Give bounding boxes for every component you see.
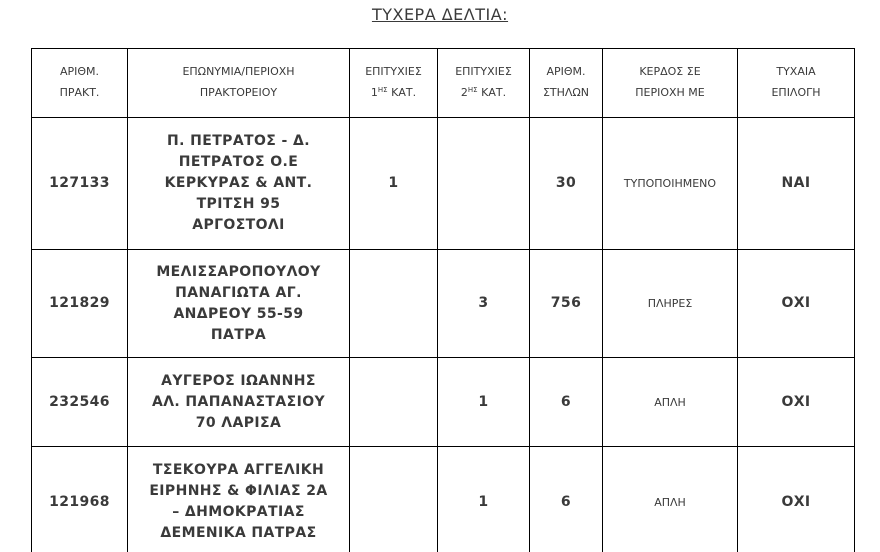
agency-name-cell: ΑΥΓΕΡΟΣ ΙΩΑΝΝΗΣ ΑΛ. ΠΑΠΑΝΑΣΤΑΣΙΟΥ 70 ΛΑΡΙΣΑ bbox=[128, 358, 350, 447]
random-pick-cell: ΟΧΙ bbox=[738, 447, 855, 552]
second-category-cell: 1 bbox=[438, 358, 530, 447]
columns-cell: 6 bbox=[530, 358, 603, 447]
header-win-type: ΚΕΡΔΟΣ ΣΕ ΠΕΡΙΟΧΗ ΜΕ bbox=[603, 49, 738, 118]
random-pick-cell: ΟΧΙ bbox=[738, 358, 855, 447]
second-category-cell: 1 bbox=[438, 447, 530, 552]
header-row bbox=[32, 49, 855, 118]
first-category-cell: 1 bbox=[350, 118, 438, 250]
first-category-cell bbox=[350, 250, 438, 358]
win-type-cell: ΑΠΛΗ bbox=[603, 447, 738, 552]
columns-cell: 30 bbox=[530, 118, 603, 250]
table-row bbox=[32, 250, 855, 358]
table-row bbox=[32, 118, 855, 250]
header-random-pick: ΤΥΧΑΙΑ ΕΠΙΛΟΓΗ bbox=[738, 49, 855, 118]
table-row bbox=[32, 447, 855, 552]
win-type-cell: ΠΛΗΡΕΣ bbox=[603, 250, 738, 358]
agency-name-cell: ΤΣΕΚΟΥΡΑ ΑΓΓΕΛΙΚΗ ΕΙΡΗΝΗΣ & ΦΙΛΙΑΣ 2Α – ΔΗΜΟΚΡΑΤΙΑΣ ΔΕΜΕΝΙΚΑ ΠΑΤΡΑΣ bbox=[128, 447, 350, 552]
random-pick-cell: ΝΑΙ bbox=[738, 118, 855, 250]
win-type-cell: ΤΥΠΟΠΟΙΗΜΕΝΟ bbox=[603, 118, 738, 250]
table-row bbox=[32, 358, 855, 447]
header-first-category: ΕΠΙΤΥΧΙΕΣ $1^{H\Sigma}$ ΚΑΤ. bbox=[350, 49, 438, 118]
header-agency-name: ΕΠΩΝΥΜΙΑ/ΠΕΡΙΟΧΗ ΠΡΑΚΤΟΡΕΙΟΥ bbox=[128, 49, 350, 118]
page-title: ΤΥΧΕΡΑ ΔΕΛΤΙΑ: bbox=[371, 5, 509, 24]
header-agency-number: ΑΡΙΘΜ. ΠΡΑΚΤ. bbox=[32, 49, 128, 118]
agency-name-cell: Π. ΠΕΤΡΑΤΟΣ - Δ. ΠΕΤΡΑΤΟΣ Ο.Ε ΚΕΡΚΥΡΑΣ & ΑΝΤ. ΤΡΙΤΣΗ 95 ΑΡΓΟΣΤΟΛΙ bbox=[128, 118, 350, 250]
agency-number-cell: 232546 bbox=[32, 358, 128, 447]
first-category-cell bbox=[350, 358, 438, 447]
header-columns: ΑΡΙΘΜ. ΣΤΗΛΩΝ bbox=[530, 49, 603, 118]
winning-tickets-table bbox=[31, 48, 855, 552]
agency-number-cell: 127133 bbox=[32, 118, 128, 250]
random-pick-cell: ΟΧΙ bbox=[738, 250, 855, 358]
agency-number-cell: 121829 bbox=[32, 250, 128, 358]
agency-number-cell: 121968 bbox=[32, 447, 128, 552]
win-type-cell: ΑΠΛΗ bbox=[603, 358, 738, 447]
header-second-category: ΕΠΙΤΥΧΙΕΣ $2^{H\Sigma}$ ΚΑΤ. bbox=[438, 49, 530, 118]
agency-name-cell: ΜΕΛΙΣΣΑΡΟΠΟΥΛΟΥ ΠΑΝΑΓΙΩΤΑ ΑΓ. ΑΝΔΡΕΟΥ 55-59 ΠΑΤΡΑ bbox=[128, 250, 350, 358]
first-category-cell bbox=[350, 447, 438, 552]
second-category-cell bbox=[438, 118, 530, 250]
columns-cell: 756 bbox=[530, 250, 603, 358]
second-category-cell: 3 bbox=[438, 250, 530, 358]
columns-cell: 6 bbox=[530, 447, 603, 552]
